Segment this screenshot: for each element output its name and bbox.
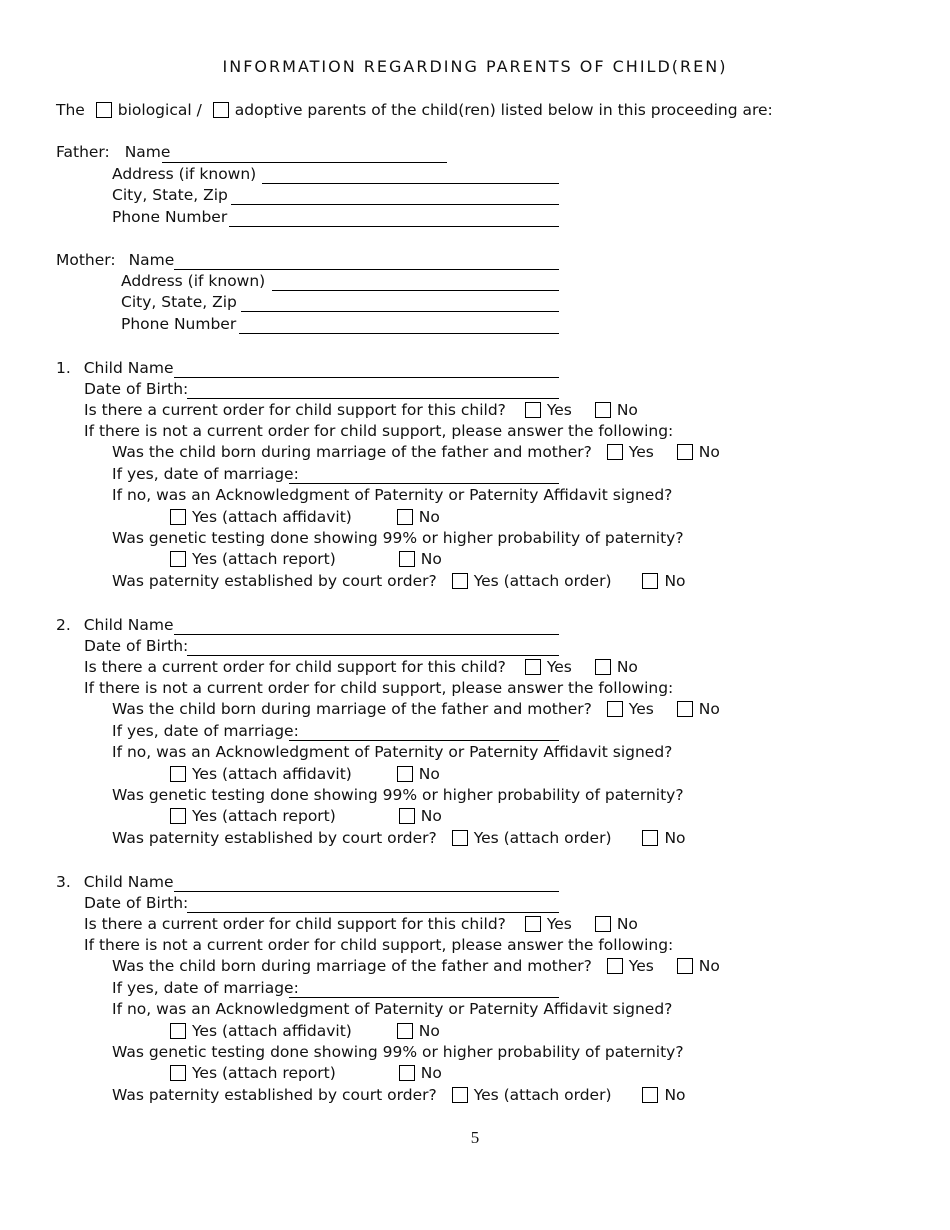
mother-city-field[interactable] <box>241 295 559 312</box>
court-no-label: No <box>664 829 686 847</box>
marriage-row <box>112 956 720 976</box>
marriage-yes-checkbox[interactable] <box>607 444 623 460</box>
affidavit-no-checkbox[interactable] <box>397 509 413 525</box>
marriage-question: Was the child born during marriage of the father and mother? <box>112 700 592 718</box>
report-yes-label: Yes (attach report) <box>192 807 336 825</box>
marriage-no-checkbox[interactable] <box>677 958 693 974</box>
marriage-yes-checkbox[interactable] <box>607 958 623 974</box>
affidavit-yes-label: Yes (attach affidavit) <box>192 508 352 526</box>
acknowledgment-question: If no, was an Acknowledgment of Paternity or Paternity Affidavit signed? <box>112 743 673 761</box>
affidavit-no-label: No <box>418 1022 440 1040</box>
biological-checkbox[interactable] <box>96 102 112 118</box>
affidavit-yes-label: Yes (attach affidavit) <box>192 1022 352 1040</box>
report-no-checkbox[interactable] <box>399 808 415 824</box>
report-yes-checkbox[interactable] <box>170 1065 186 1081</box>
child-name-label: Child Name <box>83 873 174 891</box>
support-no-checkbox[interactable] <box>595 402 611 418</box>
page-title: INFORMATION REGARDING PARENTS OF CHILD(REN) <box>222 57 728 76</box>
marriage-yes-label: Yes <box>628 443 654 461</box>
marriage-no-label: No <box>698 443 720 461</box>
genetic-testing-question: Was genetic testing done showing 99% or higher probability of paternity? <box>112 529 684 547</box>
court-order-row <box>112 828 686 848</box>
mother-city-label: City, State, Zip <box>121 293 237 311</box>
child-name-row <box>56 358 174 378</box>
court-no-label: No <box>664 1086 686 1104</box>
child-dob-label: Date of Birth: <box>84 637 189 655</box>
acknowledgment-question: If no, was an Acknowledgment of Paternity or Paternity Affidavit signed? <box>112 486 673 504</box>
child-name-row <box>56 872 174 892</box>
support-yes-label: Yes <box>546 401 572 419</box>
affidavit-yes-checkbox[interactable] <box>170 509 186 525</box>
court-order-row <box>112 1085 686 1105</box>
intro-prefix: The <box>56 101 85 119</box>
father-name-row <box>56 142 170 162</box>
support-order-row <box>84 400 638 420</box>
support-order-question: Is there a current order for child support for this child? <box>84 658 506 676</box>
mother-address-field[interactable] <box>272 274 559 291</box>
court-order-question: Was paternity established by court order? <box>112 829 437 847</box>
affidavit-yes-checkbox[interactable] <box>170 766 186 782</box>
support-yes-checkbox[interactable] <box>525 402 541 418</box>
no-order-instruction: If there is not a current order for child support, please answer the following: <box>84 422 674 440</box>
court-no-label: No <box>664 572 686 590</box>
child-name-row <box>56 615 174 635</box>
mother-name-field[interactable] <box>174 253 559 270</box>
court-yes-label: Yes (attach order) <box>473 1086 612 1104</box>
support-no-checkbox[interactable] <box>595 916 611 932</box>
support-yes-checkbox[interactable] <box>525 659 541 675</box>
father-phone-field[interactable] <box>229 210 559 227</box>
marriage-row <box>112 699 720 719</box>
court-no-checkbox[interactable] <box>642 573 658 589</box>
marriage-yes-label: Yes <box>628 700 654 718</box>
court-yes-label: Yes (attach order) <box>473 572 612 590</box>
father-address-field[interactable] <box>262 167 559 184</box>
court-order-question: Was paternity established by court order? <box>112 1086 437 1104</box>
report-no-label: No <box>420 807 442 825</box>
genetic-testing-options <box>170 549 442 569</box>
affidavit-yes-label: Yes (attach affidavit) <box>192 765 352 783</box>
court-no-checkbox[interactable] <box>642 830 658 846</box>
support-yes-label: Yes <box>546 915 572 933</box>
affidavit-yes-checkbox[interactable] <box>170 1023 186 1039</box>
marriage-row <box>112 442 720 462</box>
father-city-field[interactable] <box>231 188 559 205</box>
court-yes-checkbox[interactable] <box>452 573 468 589</box>
no-order-instruction: If there is not a current order for child support, please answer the following: <box>84 936 674 954</box>
acknowledgment-options <box>170 1021 440 1041</box>
support-order-row <box>84 914 638 934</box>
child-number: 2. <box>56 616 71 634</box>
father-name-field[interactable] <box>162 146 447 163</box>
child-name-field[interactable] <box>174 875 559 892</box>
genetic-testing-options <box>170 1063 442 1083</box>
report-yes-checkbox[interactable] <box>170 551 186 567</box>
affidavit-no-checkbox[interactable] <box>397 766 413 782</box>
court-yes-label: Yes (attach order) <box>473 829 612 847</box>
report-no-checkbox[interactable] <box>399 551 415 567</box>
court-order-row <box>112 571 686 591</box>
genetic-testing-options <box>170 806 442 826</box>
marriage-question: Was the child born during marriage of the father and mother? <box>112 443 592 461</box>
court-no-checkbox[interactable] <box>642 1087 658 1103</box>
support-order-question: Is there a current order for child support for this child? <box>84 915 506 933</box>
court-yes-checkbox[interactable] <box>452 830 468 846</box>
marriage-yes-label: Yes <box>628 957 654 975</box>
court-yes-checkbox[interactable] <box>452 1087 468 1103</box>
mother-heading: Mother: <box>56 251 116 269</box>
genetic-testing-question: Was genetic testing done showing 99% or higher probability of paternity? <box>112 786 684 804</box>
child-dob-field[interactable] <box>187 382 559 399</box>
child-dob-label: Date of Birth: <box>84 380 189 398</box>
father-name-label: Name <box>124 143 171 161</box>
biological-label: biological / <box>117 101 202 119</box>
mother-phone-field[interactable] <box>239 317 559 334</box>
support-no-checkbox[interactable] <box>595 659 611 675</box>
child-name-field[interactable] <box>174 361 559 378</box>
child-number: 1. <box>56 359 71 377</box>
marriage-date-label: If yes, date of marriage: <box>112 979 299 997</box>
marriage-date-field[interactable] <box>289 467 559 484</box>
support-order-question: Is there a current order for child support for this child? <box>84 401 506 419</box>
support-no-label: No <box>616 658 638 676</box>
marriage-no-label: No <box>698 957 720 975</box>
report-no-label: No <box>420 550 442 568</box>
adoptive-checkbox[interactable] <box>213 102 229 118</box>
support-no-label: No <box>616 401 638 419</box>
report-yes-label: Yes (attach report) <box>192 550 336 568</box>
marriage-no-checkbox[interactable] <box>677 701 693 717</box>
child-dob-field[interactable] <box>187 639 559 656</box>
report-yes-label: Yes (attach report) <box>192 1064 336 1082</box>
child-dob-label: Date of Birth: <box>84 894 189 912</box>
child-name-label: Child Name <box>83 359 174 377</box>
marriage-date-label: If yes, date of marriage: <box>112 465 299 483</box>
child-name-label: Child Name <box>83 616 174 634</box>
parent-type-row <box>56 100 773 120</box>
father-phone-label: Phone Number <box>112 208 228 226</box>
marriage-yes-checkbox[interactable] <box>607 701 623 717</box>
child-number: 3. <box>56 873 71 891</box>
marriage-date-field[interactable] <box>289 981 559 998</box>
acknowledgment-question: If no, was an Acknowledgment of Paternity or Paternity Affidavit signed? <box>112 1000 673 1018</box>
court-order-question: Was paternity established by court order? <box>112 572 437 590</box>
affidavit-no-label: No <box>418 765 440 783</box>
marriage-no-checkbox[interactable] <box>677 444 693 460</box>
support-no-label: No <box>616 915 638 933</box>
marriage-date-field[interactable] <box>289 724 559 741</box>
affidavit-no-label: No <box>418 508 440 526</box>
no-order-instruction: If there is not a current order for child support, please answer the following: <box>84 679 674 697</box>
marriage-question: Was the child born during marriage of the father and mother? <box>112 957 592 975</box>
page-number: 5 <box>470 1128 480 1147</box>
marriage-date-label: If yes, date of marriage: <box>112 722 299 740</box>
mother-name-row <box>56 250 174 270</box>
acknowledgment-options <box>170 507 440 527</box>
adoptive-label: adoptive parents of the child(ren) listed below in this proceeding are: <box>234 101 773 119</box>
report-yes-checkbox[interactable] <box>170 808 186 824</box>
mother-phone-label: Phone Number <box>121 315 237 333</box>
support-yes-checkbox[interactable] <box>525 916 541 932</box>
acknowledgment-options <box>170 764 440 784</box>
child-name-field[interactable] <box>174 618 559 635</box>
genetic-testing-question: Was genetic testing done showing 99% or higher probability of paternity? <box>112 1043 684 1061</box>
mother-name-label: Name <box>128 251 175 269</box>
marriage-no-label: No <box>698 700 720 718</box>
affidavit-no-checkbox[interactable] <box>397 1023 413 1039</box>
mother-address-label: Address (if known) <box>121 272 266 290</box>
report-no-checkbox[interactable] <box>399 1065 415 1081</box>
support-yes-label: Yes <box>546 658 572 676</box>
father-city-label: City, State, Zip <box>112 186 228 204</box>
support-order-row <box>84 657 638 677</box>
report-no-label: No <box>420 1064 442 1082</box>
child-dob-field[interactable] <box>187 896 559 913</box>
father-address-label: Address (if known) <box>112 165 257 183</box>
father-heading: Father: <box>56 143 110 161</box>
